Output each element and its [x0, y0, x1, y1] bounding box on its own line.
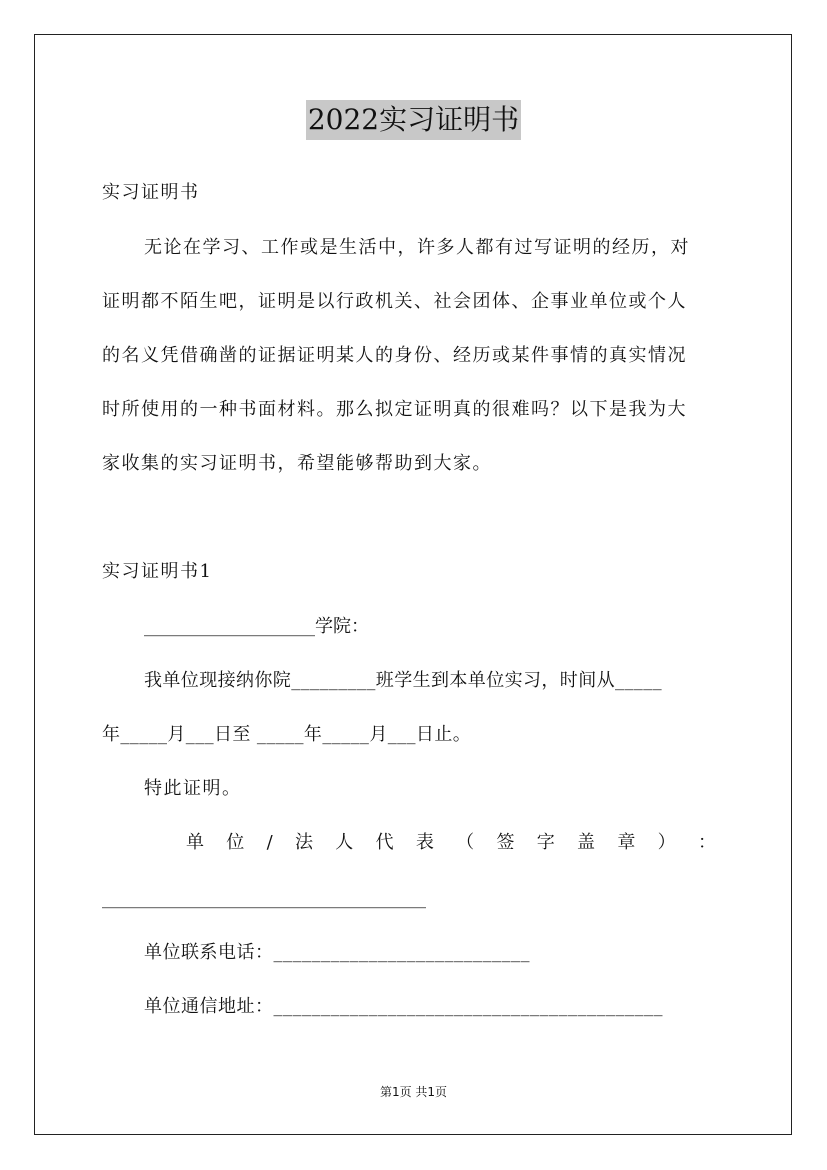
sig-char: 章: [617, 832, 636, 853]
sig-char: 人: [335, 832, 354, 853]
contact-address: 单位通信地址：_________________________________________: [144, 996, 663, 1017]
sig-char: 字: [536, 832, 555, 853]
document-title: 2022实习证明书: [306, 100, 521, 140]
signature-blank: ____________________________________: [102, 888, 426, 909]
page-footer: 第1页 共1页: [379, 1085, 448, 1099]
intro-line-3: 的名义凭借确凿的证据证明某人的身份、经历或某件事情的真实情况: [102, 345, 687, 366]
sig-char: 表: [415, 832, 434, 853]
title-container: [0, 100, 827, 140]
contact-phone: 单位联系电话：___________________________: [144, 942, 530, 963]
intro-line-4: 时所使用的一种书面材料。那么拟定证明真的很难吗？以下是我为大: [102, 399, 687, 420]
intro-line-1: 无论在学习、工作或是生活中，许多人都有过写证明的经历，对: [144, 237, 690, 258]
sig-char: 单: [186, 832, 204, 853]
sig-char: 代: [375, 832, 394, 853]
sig-char: 签: [496, 832, 515, 853]
sig-char: 法: [294, 832, 313, 853]
intro-line-2: 证明都不陌生吧，证明是以行政机关、社会团体、企事业单位或个人: [102, 291, 687, 312]
sig-char: /: [266, 832, 273, 853]
sig-char: ）: [657, 832, 676, 853]
sig-char: （: [456, 832, 475, 853]
body-line-1: 我单位现接纳你院_________班学生到本单位实习，时间从_____: [144, 670, 662, 691]
hereby-certify: 特此证明。: [144, 778, 242, 799]
subtitle: 实习证明书: [102, 182, 200, 203]
sig-char: 盖: [577, 832, 596, 853]
sig-char: 位: [226, 832, 245, 853]
intro-line-5: 家收集的实习证明书，希望能够帮助到大家。: [102, 453, 492, 474]
sig-char: ：: [697, 832, 716, 853]
signature-label: [186, 830, 716, 856]
section-heading: 实习证明书1: [102, 561, 213, 582]
college-line: ___________________学院：: [144, 616, 369, 637]
body-line-2: 年_____月___日至 _____年_____月___日止。: [102, 724, 472, 745]
